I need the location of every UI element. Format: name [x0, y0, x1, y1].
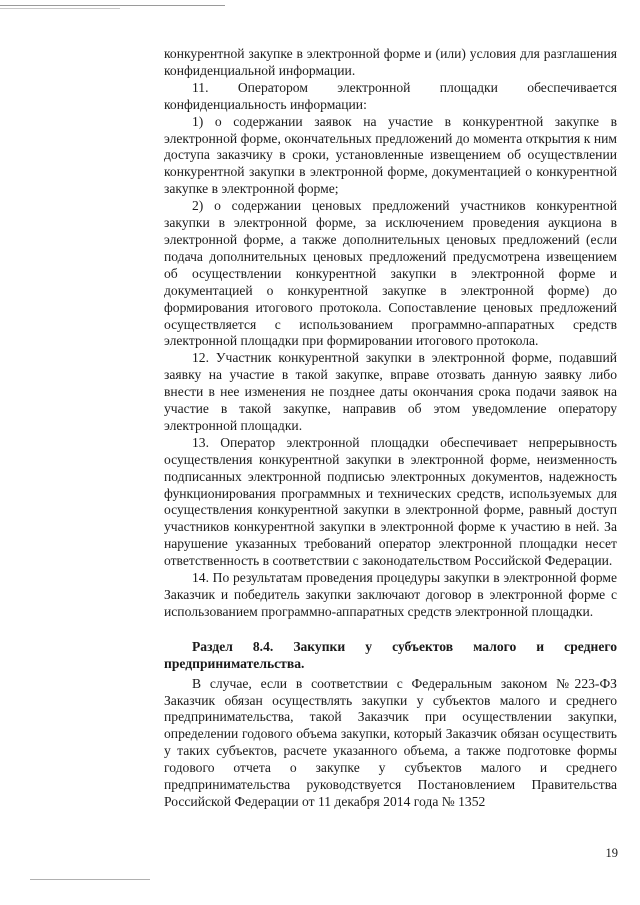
paragraph-continuation: конкурентной закупке в электронной форме и (или) условия для разглашения конфиденциальной информации. [164, 46, 617, 78]
section-paragraph: В случае, если в соответствии с Федеральным законом №223-ФЗ Заказчик обязан осуществлять закупки у субъектов малого и среднего предпринимательства, такой Заказчик при осуществлении закупки, определении годового объема закупки, который Заказчик обязан осуществить у таких субъектов, расчете указанного объема, а также подготовке формы годового отчета о закупке у субъектов малого и среднего предпринимательства руководствуется Постановлением Правительства Российской Федерации от 11 декабря 2014 года № 1352 [164, 675, 617, 809]
paragraph-11: 11. Оператором электронной площадки обеспечивается конфиденциальность информации: [164, 79, 617, 112]
paragraph-13: 13. Оператор электронной площадки обеспечивает непрерывность осуществления конкурентной закупки в электронной форме, неизменность подписанных электронной подписью электронных документов, надежность функционирования программных и технических средств, используемых для осуществления конкурентной закупки в электронной форме, равный доступ участников конкурентной закупки в электронной форме к участию в ней. За нарушение указанных требований оператор электронной площадки несет ответственность в соответствии с законодательством Российской Федерации. [164, 434, 617, 569]
paragraph-11-item-2: 2) о содержании ценовых предложений участников конкурентной закупки в электронной форме, за исключением проведения аукциона в электронной форме, а также дополнительных ценовых предложений (если подача дополнительных ценовых предложений предусмотрена извещением об осуществлении конкурентной закупки в электронной форме и документацией о конкурентной закупке в электронной форме) до формирования итогового протокола. Сопоставление ценовых предложений осуществляется с использованием программно-аппаратных средств электронной площадки при формировании итогового протокола. [164, 198, 617, 349]
paragraph-12: 12. Участник конкурентной закупки в электронной форме, подавший заявку на участие в такой закупке, вправе отозвать данную заявку либо внести в нее изменения не позднее даты окончания срока подачи заявок на участие в такой закупке, направив об этом уведомление оператору электронной площадки. [164, 350, 617, 433]
scan-artifact-top-faint [0, 8, 120, 9]
page-number: 19 [605, 846, 618, 860]
paragraph-14: 14. По результатам проведения процедуры закупки в электронной форме Заказчик и победитель закупки заключают договор в электронной форме с использованием программно-аппаратных средств электронной площадки. [164, 570, 617, 619]
document-body [164, 46, 617, 811]
scan-artifact-top [0, 5, 225, 6]
section-heading: Раздел 8.4. Закупки у субъектов малого и среднего предпринимательства. [164, 638, 617, 671]
paragraph-11-item-1: 1) о содержании заявок на участие в конкурентной закупке в электронной форме, окончательных предложений до момента открытия к ним доступа заказчику в сроки, установленные извещением об осуществлении конкурентной закупки в электронной форме, документацией о конкурентной закупке в электронной форме; [164, 113, 617, 197]
scan-artifact-bottom [30, 879, 150, 880]
